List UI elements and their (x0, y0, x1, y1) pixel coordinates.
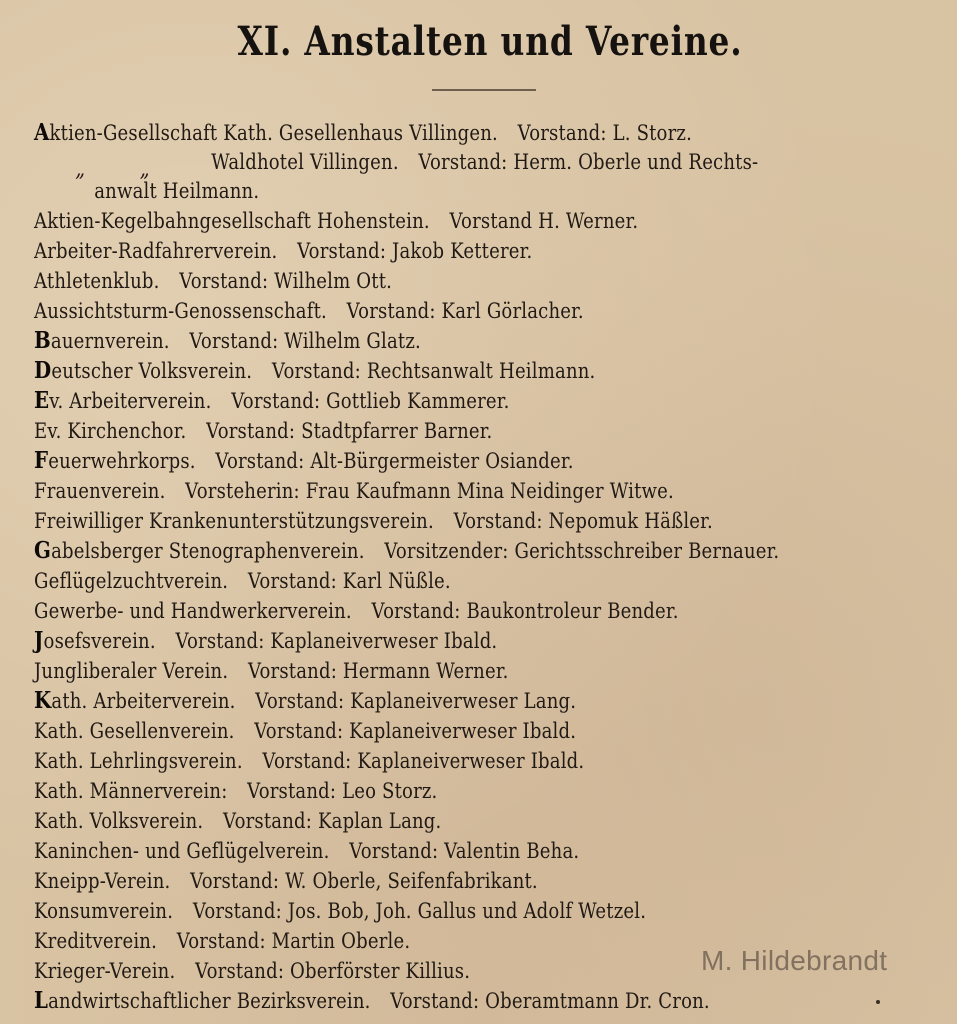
entry-name: ath. Arbeiterverein. (51, 689, 236, 713)
entry-person: Baukontroleur Bender. (466, 599, 679, 623)
entry-person: Valentin Beha. (444, 839, 580, 863)
entry-name: eutscher Volksverein. (51, 359, 253, 383)
entry-role: Vorstand: (206, 419, 296, 443)
list-item (34, 206, 817, 236)
entry-role: Vorsitzender: (384, 539, 509, 563)
entry-person: Leo Storz. (342, 779, 438, 803)
entry-role: Vorstand: (231, 389, 321, 413)
entry-person: Jakob Ketterer. (392, 239, 533, 263)
entry-name: Kneipp-Verein. (34, 869, 171, 893)
entry-person: W. Oberle, Seifenfabrikant. (285, 869, 538, 893)
entry-person: Rechtsanwalt Heilmann. (366, 359, 596, 383)
entry-name: auernverein. (50, 329, 170, 353)
list-item (34, 806, 817, 836)
list-item (34, 386, 817, 416)
list-item (34, 446, 817, 476)
entry-name: Gewerbe- und Handwerkerverein. (34, 599, 352, 623)
entry-person: Alt-Bürgermeister Osiander. (310, 449, 574, 473)
paper-speck (876, 1000, 880, 1004)
entry-initial: J (34, 627, 44, 654)
entry-role: Vorstand (449, 209, 533, 233)
entry-person: Gottlieb Kammerer. (326, 389, 510, 413)
entry-role: Vorstand: (195, 959, 285, 983)
entry-role: Vorstand: (346, 299, 436, 323)
entry-name: Kreditverein. (34, 929, 158, 953)
entry-person: Gerichtsschreiber Bernauer. (514, 539, 780, 563)
list-item (34, 866, 817, 896)
entry-role: Vorstand: (192, 899, 282, 923)
ditto-mark: „ (139, 157, 150, 182)
entry-name: Ev. Kirchenchor. (34, 419, 187, 443)
entry-role: Vorstand: (271, 359, 361, 383)
entry-role: Vorstand: (189, 329, 279, 353)
entry-name: abelsberger Stenographenverein. (51, 539, 365, 563)
list-item (34, 416, 817, 446)
entry-name: Kaninchen- und Geflügelverein. (34, 839, 330, 863)
entry-person: Martin Oberle. (271, 929, 411, 953)
entry-role: Vorstand: (247, 569, 337, 593)
entry-initial: D (34, 357, 52, 384)
entry-role: Vorstand: (223, 809, 313, 833)
entry-person: Kaplaneiverweser Ibald. (270, 629, 498, 653)
entry-name: Arbeiter-Radfahrerverein. (34, 239, 278, 263)
list-item (34, 476, 817, 506)
entry-role: Vorstand: (390, 989, 480, 1013)
entry-initial: F (34, 447, 49, 474)
entry-role: Vorstand: (349, 839, 439, 863)
list-item (34, 986, 817, 1016)
entry-role: Vorstand: (418, 150, 508, 174)
entry-person: Hermann Werner. (342, 659, 509, 683)
entry-person: Kaplaneiverweser Ibald. (349, 719, 577, 743)
entry-person: Herm. Oberle und Rechts- (513, 150, 759, 174)
entry-person: H. Werner. (538, 209, 639, 233)
entry-name: Freiwilliger Krankenunterstützungsverein. (34, 509, 434, 533)
entry-name: ktien-Gesellschaft Kath. Gesellenhaus Villingen. (49, 121, 498, 145)
entry-role: Vorstand: (254, 719, 344, 743)
list-item (34, 746, 817, 776)
entry-name: Geflügelzuchtverein. (34, 569, 229, 593)
chapter-title: XI. Anstalten und Vereine. (237, 18, 743, 65)
entry-role: Vorstand: (262, 749, 352, 773)
list-item (34, 896, 817, 926)
entry-name: Kath. Volksverein. (34, 809, 204, 833)
entry-person: Wilhelm Glatz. (284, 329, 421, 353)
entry-initial: G (34, 537, 52, 564)
entry-person: Karl Görlacher. (441, 299, 584, 323)
list-item (34, 836, 817, 866)
entry-role: Vorstand: (255, 689, 345, 713)
entry-role: Vorstand: (176, 929, 266, 953)
entry-name: andwirtschaftlicher Bezirksverein. (48, 989, 371, 1013)
entry-name: Krieger-Verein. (34, 959, 176, 983)
entry-name: Kath. Gesellenverein. (34, 719, 235, 743)
entry-person: Nepomuk Häßler. (548, 509, 713, 533)
entry-person: Karl Nüßle. (342, 569, 451, 593)
entry-role: Vorstand: (179, 269, 269, 293)
entry-role: Vorstand: (247, 659, 337, 683)
entry-name: Waldhotel Villingen. (211, 150, 399, 174)
list-item (34, 118, 817, 148)
list-item (34, 266, 817, 296)
entry-person: L. Storz. (612, 121, 692, 145)
entry-initial: L (34, 987, 49, 1014)
entry-name: Kath. Lehrlingsverein. (34, 749, 243, 773)
entry-initial: K (34, 687, 52, 714)
list-item (34, 296, 817, 326)
entry-person: Jos. Bob, Joh. Gallus und Adolf Wetzel. (287, 899, 647, 923)
entry-role: Vorstand: (453, 509, 543, 533)
list-item (34, 356, 817, 386)
list-item (34, 326, 817, 356)
ditto-mark: „ (75, 157, 86, 182)
list-item (34, 596, 817, 626)
list-item (34, 656, 817, 686)
entry-person: Kaplaneiverweser Ibald. (357, 749, 585, 773)
entry-initial: A (34, 119, 50, 146)
entry-person: Kaplan Lang. (317, 809, 442, 833)
entry-name: Aussichtsturm-Genossenschaft. (34, 299, 327, 323)
entry-person: Frau Kaufmann Mina Neidinger Witwe. (305, 479, 674, 503)
list-item (34, 148, 817, 182)
list-item (34, 236, 817, 266)
entry-name: Jungliberaler Verein. (34, 659, 229, 683)
entry-role: Vorstand: (247, 779, 337, 803)
entry-person: Oberförster Killius. (290, 959, 471, 983)
entry-role: Vorstand: (297, 239, 387, 263)
entry-role: Vorstand: (215, 449, 305, 473)
list-item (34, 536, 817, 566)
entry-role: Vorstand: (517, 121, 607, 145)
entry-name: Athletenklub. (34, 269, 160, 293)
entry-person: Stadtpfarrer Barner. (301, 419, 493, 443)
entry-name: Kath. Männerverein: (34, 779, 228, 803)
entry-name: osefsverein. (43, 629, 156, 653)
list-item (34, 926, 817, 956)
entry-name: v. Arbeiterverein. (49, 389, 212, 413)
entry-person: Wilhelm Ott. (274, 269, 393, 293)
list-item (34, 566, 817, 596)
list-item (34, 626, 817, 656)
list-item (34, 716, 817, 746)
title-divider (432, 89, 536, 91)
entry-person: Kaplaneiverweser Lang. (350, 689, 577, 713)
entry-name: euerwehrkorps. (48, 449, 196, 473)
list-item (34, 506, 817, 536)
entry-name: Konsumverein. (34, 899, 174, 923)
entry-role: Vorstand: (371, 599, 461, 623)
list-item (34, 686, 817, 716)
entry-person: Oberamtmann Dr. Cron. (485, 989, 710, 1013)
entry-list (34, 118, 944, 1016)
entry-continuation: anwalt Heilmann. (94, 179, 260, 203)
entry-role: Vorstand: (190, 869, 280, 893)
list-item (34, 956, 817, 986)
entry-role: Vorstand: (175, 629, 265, 653)
entry-name: Frauenverein. (34, 479, 166, 503)
watermark-text: M. Hildebrandt (701, 945, 888, 976)
list-item (34, 776, 817, 806)
entry-initial: B (34, 327, 51, 354)
entry-initial: E (34, 387, 50, 414)
entry-role: Vorsteherin: (185, 479, 300, 503)
entry-name: Aktien-Kegelbahngesellschaft Hohenstein. (34, 209, 430, 233)
